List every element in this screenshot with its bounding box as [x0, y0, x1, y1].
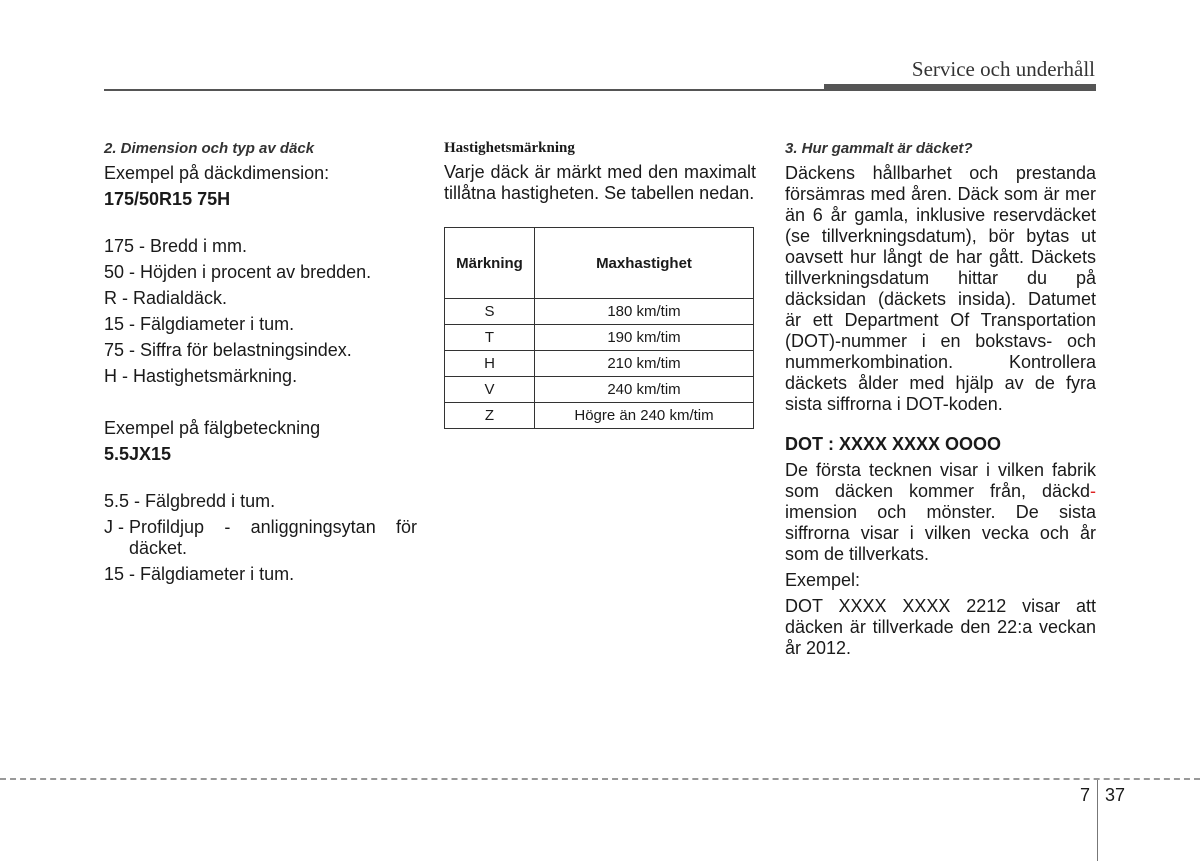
- list-item-line: däcket.: [129, 538, 188, 558]
- body-text: [785, 460, 1096, 565]
- table-header-cell: Maxhastighet: [535, 228, 754, 299]
- list-item: H - Hastighetsmärkning.: [104, 366, 298, 386]
- hyphen-mark: -: [1090, 481, 1096, 501]
- body-text-part: De första tecknen visar i vilken fabrik som däcken kommer från, däckd: [785, 460, 1096, 501]
- table-row: [445, 299, 754, 325]
- table-cell: Högre än 240 km/tim: [535, 403, 754, 429]
- column-tire-dimension: [104, 138, 417, 590]
- table-cell: 190 km/tim: [535, 325, 754, 351]
- page-number-divider: [1097, 780, 1098, 861]
- table-cell: 240 km/tim: [535, 377, 754, 403]
- speed-rating-table: [444, 227, 754, 429]
- column-tire-age: [785, 138, 1096, 659]
- table-row: [445, 351, 754, 377]
- column-speed-rating: [444, 138, 756, 429]
- list-item: [104, 517, 417, 559]
- body-text: Varje däck är märkt med den maximalt tillåtna hastigheten. Se tabellen nedan.: [444, 162, 756, 203]
- table-row: [445, 403, 754, 429]
- list-item-value: [129, 517, 417, 559]
- table-cell: Z: [445, 403, 535, 429]
- chapter-number: 7: [1080, 785, 1091, 805]
- table-cell: 180 km/tim: [535, 299, 754, 325]
- list-item: 5.5 - Fälgbredd i tum.: [104, 491, 276, 511]
- list-item-line: Profildjup - anliggningsytan för: [129, 517, 417, 537]
- table-cell: V: [445, 377, 535, 403]
- list-item-key: J -: [104, 517, 129, 537]
- table-cell: 210 km/tim: [535, 351, 754, 377]
- table-cell: H: [445, 351, 535, 377]
- list-item: R - Radialdäck.: [104, 288, 228, 308]
- rim-intro-text: Exempel på fälgbeteckning: [104, 418, 321, 438]
- dot-code: DOT : XXXX XXXX OOOO: [785, 434, 1002, 454]
- list-item: 15 - Fälgdiameter i tum.: [104, 314, 295, 334]
- rim-code: 5.5JX15: [104, 444, 172, 464]
- list-item: 50 - Höjden i procent av bredden.: [104, 262, 372, 282]
- list-item: 15 - Fälgdiameter i tum.: [104, 564, 295, 584]
- table-cell: S: [445, 299, 535, 325]
- section-heading: 3. Hur gammalt är däcket?: [785, 140, 973, 157]
- body-text: Däckens hållbarhet och prestanda försämras med åren. Däck som är mer än 6 år gamla, inklusive reservdäcket (se tillverkningsdatum), bör bytas ut oavsett hur långt de har gått. Däckets tillverkningsdatum hittar du på däcksidan (däckets insida). Datumet är ett Department Of Transportation (DOT)-nummer i en bokstavs- och nummerkombination. Kontrollera däckets ålder med hjälp av de fyra sista siffrorna i DOT-koden.: [785, 163, 1096, 414]
- intro-text: Exempel på däckdimension:: [104, 163, 330, 183]
- list-item: 75 - Siffra för belastningsindex.: [104, 340, 352, 360]
- header-rule: [104, 89, 824, 91]
- section-heading: 2. Dimension och typ av däck: [104, 140, 315, 157]
- table-row: [445, 325, 754, 351]
- footer-divider: [0, 778, 1200, 780]
- header-rule-accent: [824, 84, 1096, 91]
- table-header-row: [445, 228, 754, 299]
- table-cell: T: [445, 325, 535, 351]
- example-text: DOT XXXX XXXX 2212 visar att däcken är tillverkade den 22:a veckan år 2012.: [785, 596, 1096, 658]
- example-label: Exempel:: [785, 570, 861, 590]
- section-heading: Hastighetsmärkning: [444, 140, 575, 156]
- body-text-part: imension och mönster. De sista siffrorna visar i vilken vecka och år som de tillverkats.: [785, 502, 1096, 564]
- list-item: 175 - Bredd i mm.: [104, 236, 248, 256]
- page-header-title: Service och underhåll: [911, 57, 1095, 81]
- page-number: 37: [1105, 785, 1126, 805]
- tire-size-code: 175/50R15 75H: [104, 189, 231, 209]
- table-row: [445, 377, 754, 403]
- table-header-cell: Märkning: [445, 228, 535, 299]
